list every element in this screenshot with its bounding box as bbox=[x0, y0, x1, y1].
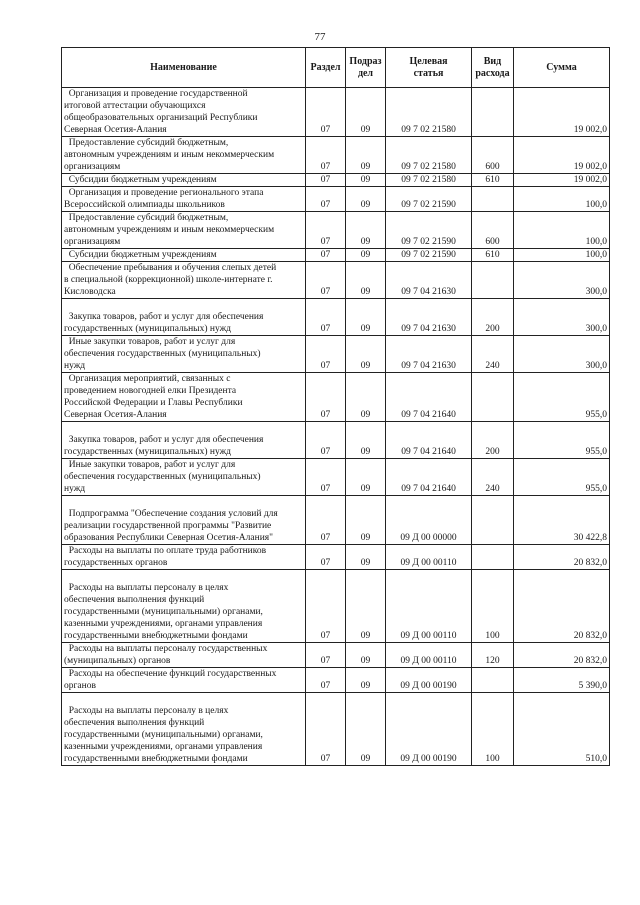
row-name-cell: Предоставление субсидий бюджетным, автономным учреждениям и иным некоммерческим организациям bbox=[62, 137, 306, 174]
row-subsection-cell: 09 bbox=[346, 496, 386, 545]
table-row bbox=[62, 570, 610, 643]
table-row bbox=[62, 137, 610, 174]
row-section-cell: 07 bbox=[306, 336, 346, 373]
row-name-cell: Субсидии бюджетным учреждениям bbox=[62, 174, 306, 187]
row-name-cell: Расходы на выплаты по оплате труда работников государственных органов bbox=[62, 545, 306, 570]
row-article-cell: 09 Д 00 00190 bbox=[386, 668, 472, 693]
row-article-cell: 09 7 04 21640 bbox=[386, 459, 472, 496]
table-row bbox=[62, 187, 610, 212]
row-article-cell: 09 7 02 21590 bbox=[386, 249, 472, 262]
row-amount-cell: 20 832,0 bbox=[514, 545, 610, 570]
table-row bbox=[62, 249, 610, 262]
row-amount-cell: 955,0 bbox=[514, 422, 610, 459]
header-name: Наименование bbox=[62, 48, 306, 88]
row-section-cell: 07 bbox=[306, 668, 346, 693]
row-name-cell: Субсидии бюджетным учреждениям bbox=[62, 249, 306, 262]
table-header bbox=[62, 48, 610, 88]
row-name-cell: Организация мероприятий, связанных с проведением новогодней елки Президента Российской Федерации и Главы Республики Северная Осетия-Алания bbox=[62, 373, 306, 422]
row-section-cell: 07 bbox=[306, 422, 346, 459]
row-subsection-cell: 09 bbox=[346, 459, 386, 496]
row-article-cell: 09 7 02 21580 bbox=[386, 137, 472, 174]
table-row bbox=[62, 212, 610, 249]
table-row bbox=[62, 174, 610, 187]
row-amount-cell: 30 422,8 bbox=[514, 496, 610, 545]
row-name-cell: Расходы на выплаты персоналу государственных (муниципальных) органов bbox=[62, 643, 306, 668]
row-subsection-cell: 09 bbox=[346, 643, 386, 668]
row-subsection-cell: 09 bbox=[346, 570, 386, 643]
row-expense-type-cell bbox=[472, 262, 514, 299]
row-section-cell: 07 bbox=[306, 299, 346, 336]
row-article-cell: 09 7 04 21630 bbox=[386, 336, 472, 373]
row-article-cell: 09 7 02 21580 bbox=[386, 88, 472, 137]
row-expense-type-cell bbox=[472, 373, 514, 422]
row-expense-type-cell bbox=[472, 545, 514, 570]
row-article-cell: 09 Д 00 00110 bbox=[386, 545, 472, 570]
row-subsection-cell: 09 bbox=[346, 187, 386, 212]
row-expense-type-cell: 600 bbox=[472, 212, 514, 249]
table-row bbox=[62, 262, 610, 299]
row-article-cell: 09 Д 00 00000 bbox=[386, 496, 472, 545]
row-name-cell: Обеспечение пребывания и обучения слепых детей в специальной (коррекционной) школе-интернате г. Кисловодска bbox=[62, 262, 306, 299]
row-section-cell: 07 bbox=[306, 174, 346, 187]
table-body bbox=[62, 88, 610, 766]
table-row bbox=[62, 545, 610, 570]
row-expense-type-cell bbox=[472, 88, 514, 137]
row-section-cell: 07 bbox=[306, 373, 346, 422]
row-amount-cell: 955,0 bbox=[514, 459, 610, 496]
row-expense-type-cell: 240 bbox=[472, 336, 514, 373]
row-name-cell: Расходы на обеспечение функций государственных органов bbox=[62, 668, 306, 693]
row-amount-cell: 19 002,0 bbox=[514, 88, 610, 137]
row-amount-cell: 300,0 bbox=[514, 299, 610, 336]
row-section-cell: 07 bbox=[306, 693, 346, 766]
row-section-cell: 07 bbox=[306, 496, 346, 545]
row-section-cell: 07 bbox=[306, 187, 346, 212]
row-amount-cell: 19 002,0 bbox=[514, 137, 610, 174]
header-article: Целевая статья bbox=[386, 48, 472, 88]
row-amount-cell: 100,0 bbox=[514, 187, 610, 212]
row-expense-type-cell: 610 bbox=[472, 249, 514, 262]
row-amount-cell: 20 832,0 bbox=[514, 643, 610, 668]
row-subsection-cell: 09 bbox=[346, 373, 386, 422]
row-expense-type-cell bbox=[472, 668, 514, 693]
table-row bbox=[62, 336, 610, 373]
table-row bbox=[62, 88, 610, 137]
row-article-cell: 09 Д 00 00110 bbox=[386, 643, 472, 668]
row-section-cell: 07 bbox=[306, 137, 346, 174]
row-subsection-cell: 09 bbox=[346, 174, 386, 187]
table-row bbox=[62, 693, 610, 766]
row-amount-cell: 5 390,0 bbox=[514, 668, 610, 693]
row-name-cell: Иные закупки товаров, работ и услуг для обеспечения государственных (муниципальных) нужд bbox=[62, 336, 306, 373]
row-subsection-cell: 09 bbox=[346, 422, 386, 459]
row-article-cell: 09 7 04 21630 bbox=[386, 299, 472, 336]
row-amount-cell: 300,0 bbox=[514, 262, 610, 299]
table-row bbox=[62, 668, 610, 693]
row-expense-type-cell: 600 bbox=[472, 137, 514, 174]
header-subsection: Подраз дел bbox=[346, 48, 386, 88]
row-subsection-cell: 09 bbox=[346, 249, 386, 262]
row-amount-cell: 955,0 bbox=[514, 373, 610, 422]
row-article-cell: 09 7 02 21580 bbox=[386, 174, 472, 187]
header-section: Раздел bbox=[306, 48, 346, 88]
row-section-cell: 07 bbox=[306, 459, 346, 496]
row-subsection-cell: 09 bbox=[346, 336, 386, 373]
row-name-cell: Организация и проведение регионального этапа Всероссийской олимпиады школьников bbox=[62, 187, 306, 212]
row-section-cell: 07 bbox=[306, 545, 346, 570]
row-subsection-cell: 09 bbox=[346, 299, 386, 336]
row-subsection-cell: 09 bbox=[346, 88, 386, 137]
row-subsection-cell: 09 bbox=[346, 545, 386, 570]
row-amount-cell: 300,0 bbox=[514, 336, 610, 373]
row-name-cell: Закупка товаров, работ и услуг для обеспечения государственных (муниципальных) нужд bbox=[62, 422, 306, 459]
row-amount-cell: 100,0 bbox=[514, 249, 610, 262]
row-name-cell: Расходы на выплаты персоналу в целях обеспечения выполнения функций государственными (муниципальными) органами, казенными учреждениями, органами управления государственными внебюджетными фондами bbox=[62, 693, 306, 766]
row-article-cell: 09 7 04 21640 bbox=[386, 422, 472, 459]
row-expense-type-cell bbox=[472, 187, 514, 212]
table-row bbox=[62, 643, 610, 668]
row-expense-type-cell: 120 bbox=[472, 643, 514, 668]
row-name-cell: Иные закупки товаров, работ и услуг для обеспечения государственных (муниципальных) нужд bbox=[62, 459, 306, 496]
row-amount-cell: 19 002,0 bbox=[514, 174, 610, 187]
header-amount: Сумма bbox=[514, 48, 610, 88]
table-row bbox=[62, 373, 610, 422]
row-expense-type-cell: 200 bbox=[472, 422, 514, 459]
row-name-cell: Расходы на выплаты персоналу в целях обеспечения выполнения функций государственными (муниципальными) органами, казенными учреждениями, органами управления государственными внебюджетными фондами bbox=[62, 570, 306, 643]
row-section-cell: 07 bbox=[306, 643, 346, 668]
row-article-cell: 09 Д 00 00110 bbox=[386, 570, 472, 643]
row-article-cell: 09 7 04 21630 bbox=[386, 262, 472, 299]
row-expense-type-cell: 240 bbox=[472, 459, 514, 496]
row-subsection-cell: 09 bbox=[346, 693, 386, 766]
row-article-cell: 09 7 04 21640 bbox=[386, 373, 472, 422]
row-article-cell: 09 7 02 21590 bbox=[386, 187, 472, 212]
row-article-cell: 09 7 02 21590 bbox=[386, 212, 472, 249]
table-row bbox=[62, 496, 610, 545]
row-expense-type-cell: 610 bbox=[472, 174, 514, 187]
budget-table bbox=[61, 47, 610, 766]
row-section-cell: 07 bbox=[306, 212, 346, 249]
row-name-cell: Подпрограмма "Обеспечение создания условий для реализации государственной программы "Развитие образования Республики Северная Осетия-Алания" bbox=[62, 496, 306, 545]
row-section-cell: 07 bbox=[306, 88, 346, 137]
row-subsection-cell: 09 bbox=[346, 668, 386, 693]
table-row bbox=[62, 299, 610, 336]
row-section-cell: 07 bbox=[306, 262, 346, 299]
page-number: 77 bbox=[314, 31, 326, 43]
row-amount-cell: 510,0 bbox=[514, 693, 610, 766]
row-name-cell: Закупка товаров, работ и услуг для обеспечения государственных (муниципальных) нужд bbox=[62, 299, 306, 336]
row-section-cell: 07 bbox=[306, 570, 346, 643]
table-row bbox=[62, 422, 610, 459]
row-amount-cell: 100,0 bbox=[514, 212, 610, 249]
row-section-cell: 07 bbox=[306, 249, 346, 262]
row-expense-type-cell bbox=[472, 496, 514, 545]
row-article-cell: 09 Д 00 00190 bbox=[386, 693, 472, 766]
row-subsection-cell: 09 bbox=[346, 212, 386, 249]
row-name-cell: Предоставление субсидий бюджетным, автономным учреждениям и иным некоммерческим организациям bbox=[62, 212, 306, 249]
row-expense-type-cell: 100 bbox=[472, 693, 514, 766]
row-subsection-cell: 09 bbox=[346, 262, 386, 299]
row-name-cell: Организация и проведение государственной итоговой аттестации обучающихся общеобразовательных организаций Республики Северная Осетия-Алания bbox=[62, 88, 306, 137]
row-expense-type-cell: 200 bbox=[472, 299, 514, 336]
table-row bbox=[62, 459, 610, 496]
row-subsection-cell: 09 bbox=[346, 137, 386, 174]
row-expense-type-cell: 100 bbox=[472, 570, 514, 643]
header-expense-type: Вид расхода bbox=[472, 48, 514, 88]
row-amount-cell: 20 832,0 bbox=[514, 570, 610, 643]
